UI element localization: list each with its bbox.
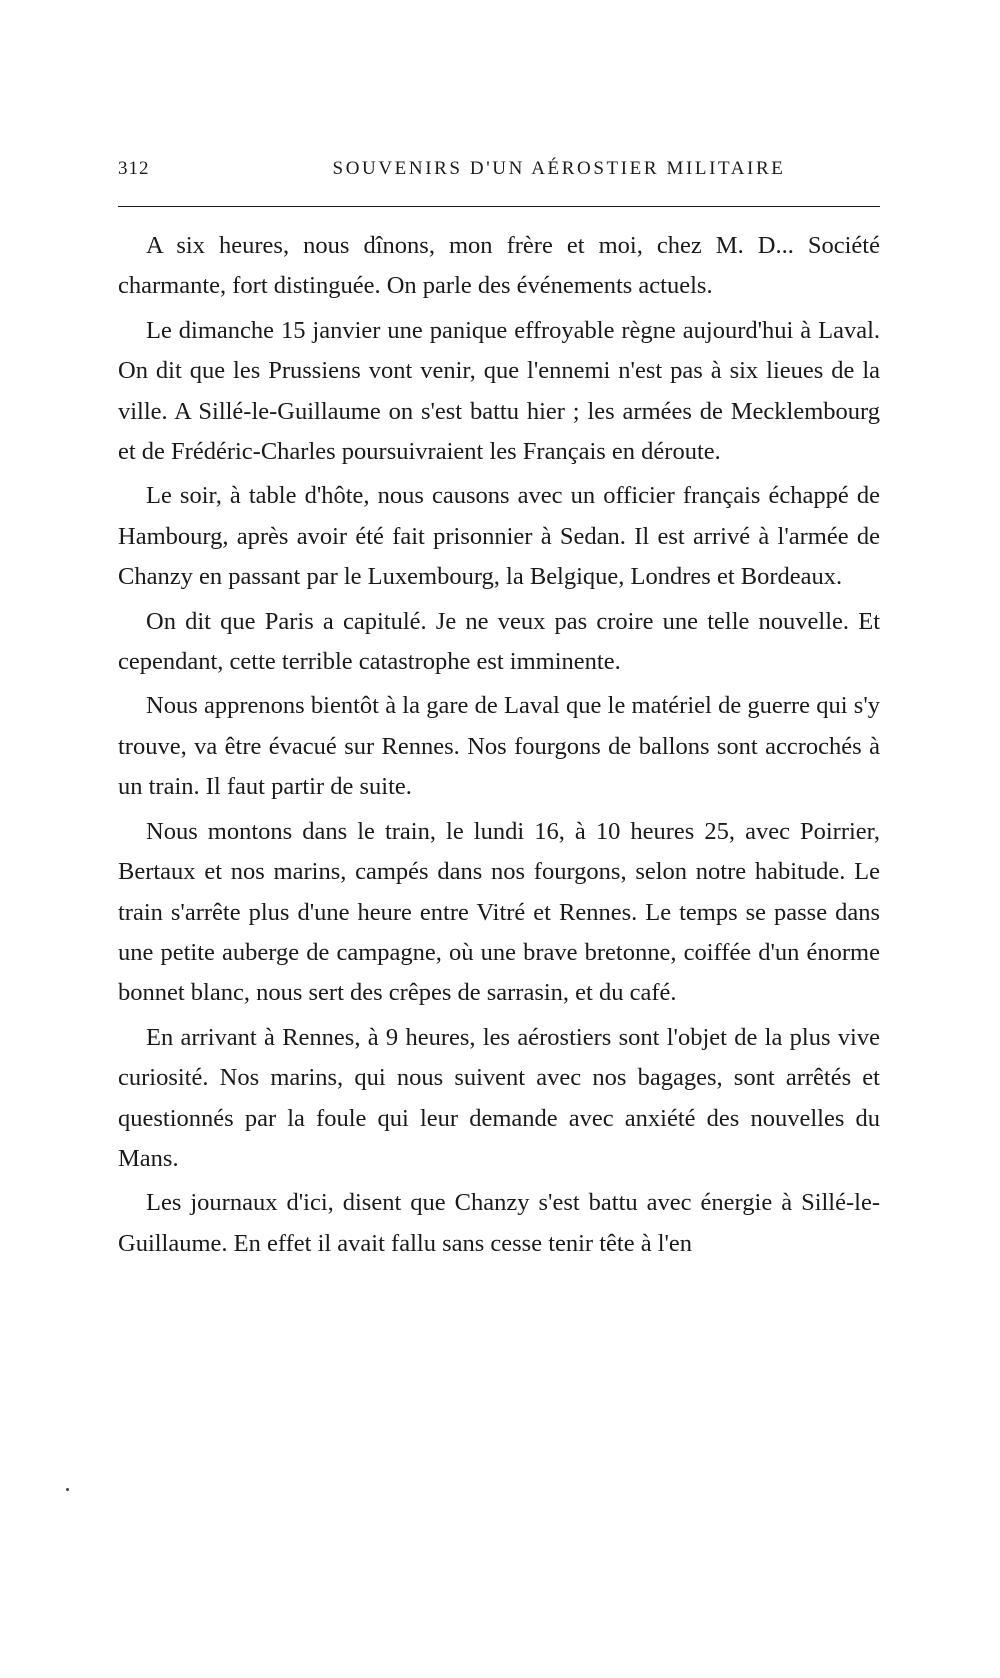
page-number: 312 [118, 158, 150, 179]
paragraph: Les journaux d'ici, disent que Chanzy s'est battu avec énergie à Sillé-le-Guillaume. En effet il avait fallu sans cesse tenir tête à l'en [118, 1189, 880, 1257]
paragraph: Nous apprenons bientôt à la gare de Laval que le matériel de guerre qui s'y trouve, va être évacué sur Rennes. Nos fourgons de ballons sont accrochés à un train. Il faut partir de suite. [118, 692, 880, 801]
page-header [118, 158, 880, 188]
print-speck [66, 1488, 69, 1491]
header-rule [118, 206, 880, 207]
paragraph: Le soir, à table d'hôte, nous causons avec un officier français échappé de Hambourg, après avoir été fait prisonnier à Sedan. Il est arrivé à l'armée de Chanzy en passant par le Luxembourg, la Belgique, Londres et Bordeaux. [118, 482, 880, 591]
paragraph: Le dimanche 15 janvier une panique effroyable règne aujourd'hui à Laval. On dit que les Prussiens vont venir, que l'ennemi n'est pas à six lieues de la ville. A Sillé-le-Guillaume on s'est battu hier ; les armées de Mecklembourg et de Frédéric-Charles poursuivraient les Français en déroute. [118, 316, 880, 466]
paragraph: On dit que Paris a capitulé. Je ne veux pas croire une telle nouvelle. Et cependant, cette terrible catastrophe est imminente. [118, 607, 880, 676]
body-text [118, 226, 880, 1268]
paragraph: A six heures, nous dînons, mon frère et moi, chez M. D... Société charmante, fort distinguée. On parle des événements actuels. [118, 232, 880, 300]
running-title: SOUVENIRS D'UN AÉROSTIER MILITAIRE [332, 158, 786, 179]
paragraph: En arrivant à Rennes, à 9 heures, les aérostiers sont l'objet de la plus vive curiosité. Nos marins, qui nous suivent avec nos bagages, sont arrêtés et questionnés par la foule qui leur demande avec anxiété des nouvelles du Mans. [118, 1023, 880, 1172]
paragraph: Nous montons dans le train, le lundi 16, à 10 heures 25, avec Poirrier, Bertaux et nos marins, campés dans nos fourgons, selon notre habitude. Le train s'arrête plus d'une heure entre Vitré et Rennes. Le temps se passe dans une petite auberge de campagne, où une brave bretonne, coiffée d'un énorme bonnet blanc, nous sert des crêpes de sarrasin, et du café. [118, 817, 880, 1007]
